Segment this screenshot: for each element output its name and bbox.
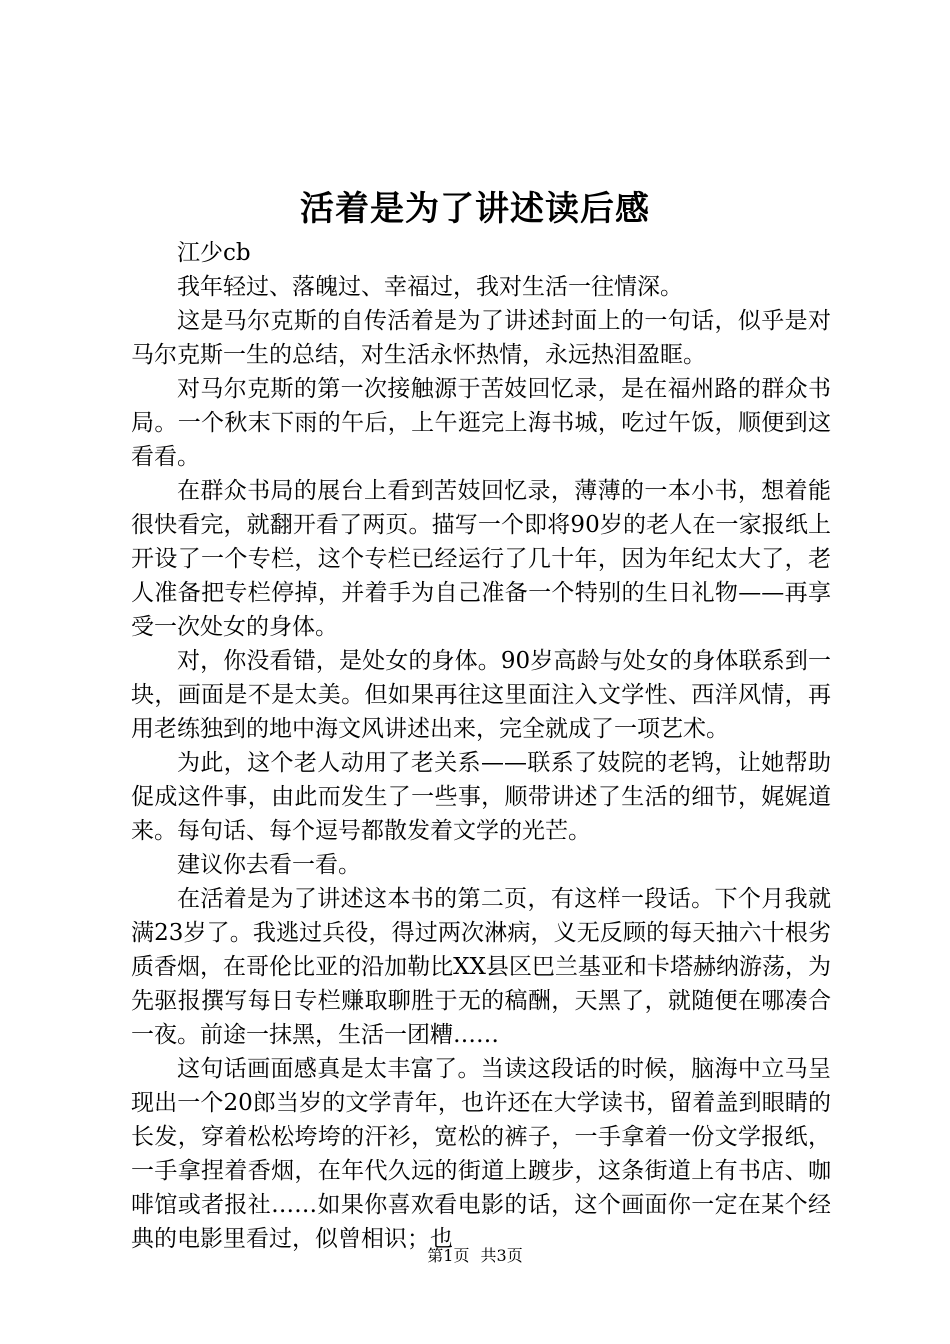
page-footer bbox=[0, 1245, 950, 1267]
paragraph: 在群众书局的展台上看到苦妓回忆录，薄薄的一本小书，想着能很快看完，就翻开看了两页。描写一个即将90岁的老人在一家报纸上开设了一个专栏，这个专栏已经运行了几十年，因为年纪太大了，老人准备把专栏停掉，并着手为自己准备一个特别的生日礼物——再享受一次处女的身体。 bbox=[131, 478, 831, 640]
paragraph: 对马尔克斯的第一次接触源于苦妓回忆录，是在福州路的群众书局。一个秋末下雨的午后，上午逛完上海书城，吃过午饭，顺便到这看看。 bbox=[131, 376, 831, 470]
paragraph: 这是马尔克斯的自传活着是为了讲述封面上的一句话，似乎是对马尔克斯一生的总结，对生活永怀热情，永远热泪盈眶。 bbox=[131, 308, 831, 368]
page-total: 共3页 bbox=[480, 1246, 523, 1265]
paragraph: 我年轻过、落魄过、幸福过，我对生活一往情深。 bbox=[177, 274, 683, 300]
author-line: 江少cb bbox=[177, 240, 251, 266]
paragraph: 在活着是为了讲述这本书的第二页，有这样一段话。下个月我就满23岁了。我逃过兵役，得过两次淋病，义无反顾的每天抽六十根劣质香烟，在哥伦比亚的沿加勒比XX县区巴兰基亚和卡塔赫纳游荡，为先驱报撰写每日专栏赚取聊胜于无的稿酬，天黑了，就随便在哪凑合一夜。前途一抹黑，生活一团糟…… bbox=[131, 886, 831, 1048]
paragraph: 建议你去看一看。 bbox=[177, 852, 361, 878]
paragraph: 为此，这个老人动用了老关系——联系了妓院的老鸨，让她帮助促成这件事，由此而发生了一些事，顺带讲述了生活的细节，娓娓道来。每句话、每个逗号都散发着文学的光芒。 bbox=[131, 750, 831, 844]
paragraph: 对，你没看错，是处女的身体。90岁高龄与处女的身体联系到一块，画面是不是太美。但如果再往这里面注入文学性、西洋风情，再用老练独到的地中海文风讲述出来，完全就成了一项艺术。 bbox=[131, 648, 831, 742]
document-title: 活着是为了讲述读后感 bbox=[300, 189, 650, 229]
document-body bbox=[131, 236, 831, 1256]
paragraph: 这句话画面感真是太丰富了。当读这段话的时候，脑海中立马呈现出一个20郎当岁的文学青年，也许还在大学读书，留着盖到眼睛的长发，穿着松松垮垮的汗衫，宽松的裤子，一手拿着一份文学报纸，一手拿捏着香烟，在年代久远的街道上踱步，这条街道上有书店、咖啡馆或者报社……如果你喜欢看电影的话，这个画面你一定在某个经典的电影里看过，似曾相识；也 bbox=[131, 1056, 831, 1252]
page-number: 第1页 bbox=[427, 1246, 470, 1265]
